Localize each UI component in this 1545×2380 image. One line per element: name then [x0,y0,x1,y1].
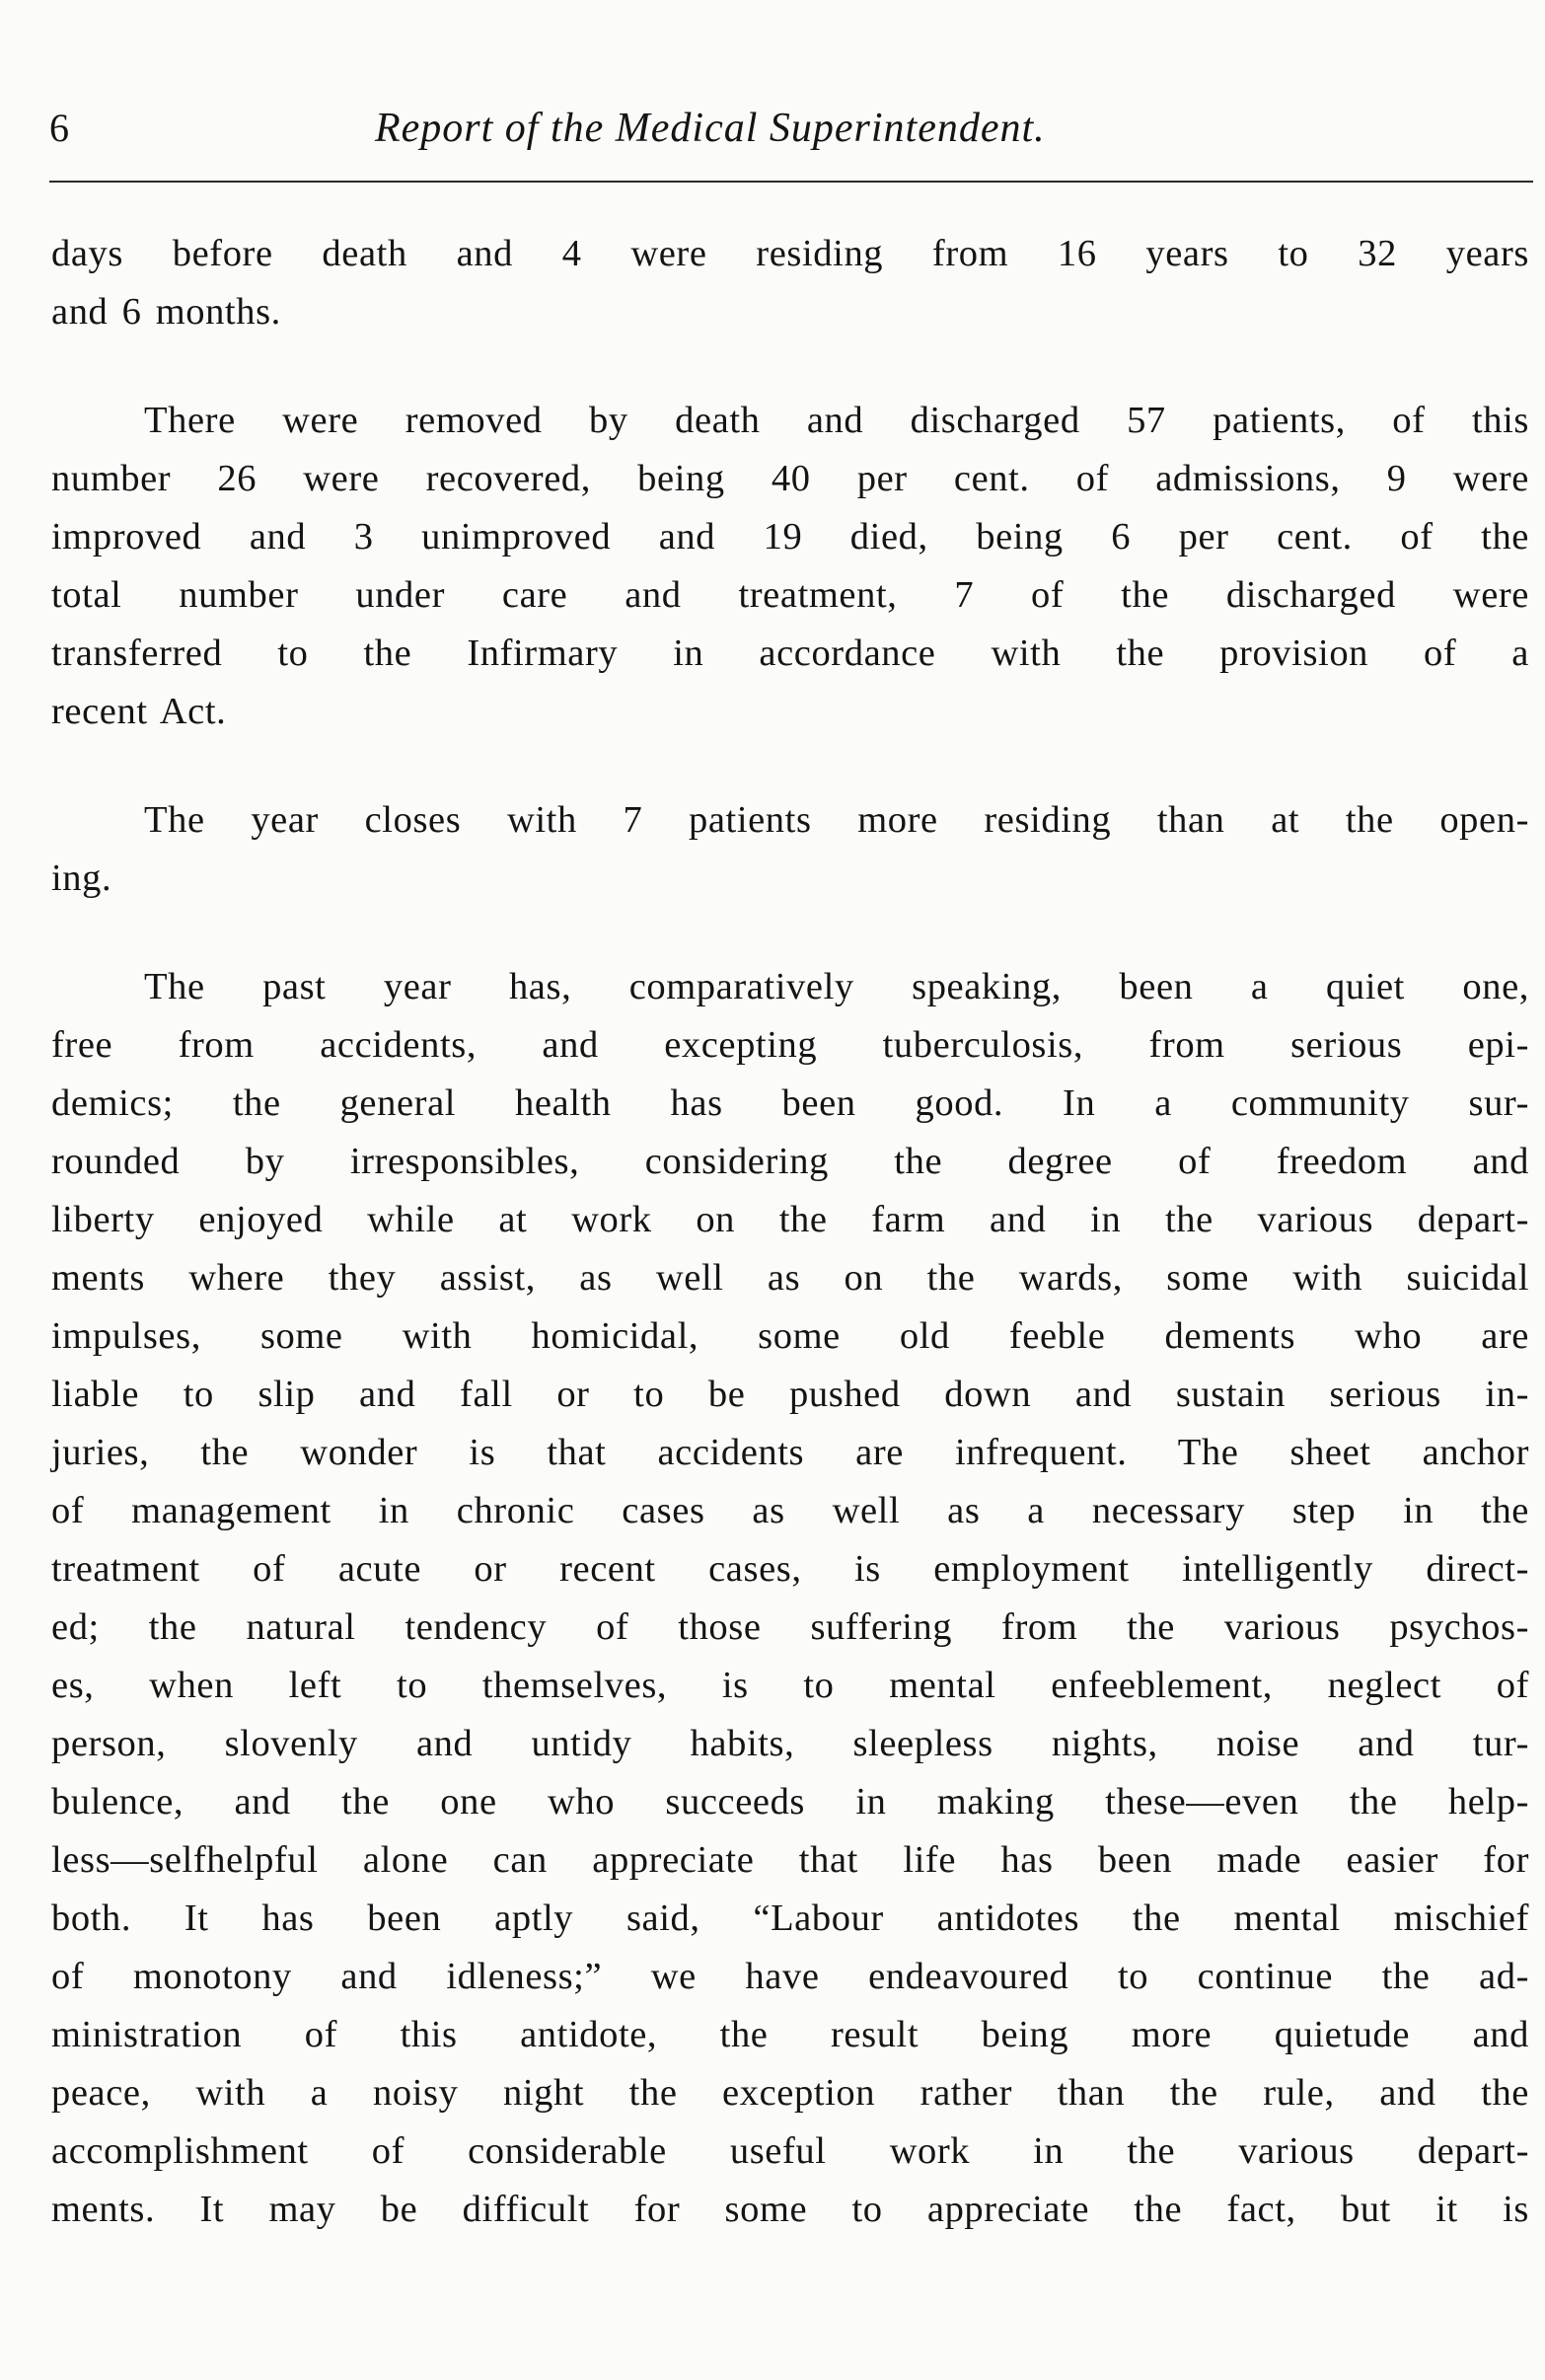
running-head [49,99,1496,158]
paragraph-2 [51,392,1529,741]
text-line: ments where they assist, as well as on the wards, some with suicidal [51,1257,1529,1299]
text-line: The past year has, comparatively speaking, been a quiet one, [144,966,1529,1007]
text-line: less—selfhelpful alone can appreciate that life has been made easier for [51,1839,1529,1881]
text-line: days before death and 4 were residing from 16 years to 32 years [51,233,1529,274]
text-line: number 26 were recovered, being 40 per cent. of admissions, 9 were [51,458,1529,499]
text-line: ed; the natural tendency of those suffering from the various psychos- [51,1606,1529,1648]
paragraph-4 [51,958,1529,2239]
text-line: person, slovenly and untidy habits, sleepless nights, noise and tur- [51,1723,1529,1764]
text-line: ing. [51,857,112,899]
text-line: es, when left to themselves, is to mental enfeeblement, neglect of [51,1665,1529,1706]
text-line: ments. It may be difficult for some to appreciate the fact, but it is [51,2189,1529,2230]
text-line: liberty enjoyed while at work on the farm and in the various depart- [51,1199,1529,1240]
text-line: demics; the general health has been good. In a community sur- [51,1082,1529,1124]
body-text [51,225,1529,2289]
text-line: impulses, some with homicidal, some old feeble dements who are [51,1315,1529,1357]
running-title: Report of the Medical Superintendent. [375,106,1046,151]
text-line: free from accidents, and excepting tuberculosis, from serious epi- [51,1024,1529,1066]
text-line: of management in chronic cases as well as a necessary step in the [51,1490,1529,1531]
text-line: ministration of this antidote, the result being more quietude and [51,2014,1529,2055]
page-number: 6 [49,106,69,150]
text-line: rounded by irresponsibles, considering the degree of freedom and [51,1141,1529,1182]
text-line: The year closes with 7 patients more residing than at the open- [144,799,1529,841]
text-line: treatment of acute or recent cases, is employment intelligently direct- [51,1548,1529,1590]
header-rule [49,181,1533,183]
text-line: improved and 3 unimproved and 19 died, being 6 per cent. of the [51,516,1529,558]
text-line: of monotony and idleness;” we have endeavoured to continue the ad- [51,1956,1529,1997]
text-line: liable to slip and fall or to be pushed down and sustain serious in- [51,1374,1529,1415]
text-line: peace, with a noisy night the exception rather than the rule, and the [51,2072,1529,2114]
text-line: total number under care and treatment, 7 of the discharged were [51,574,1529,616]
text-line: transferred to the Infirmary in accordance with the provision of a [51,632,1529,674]
text-line: both. It has been aptly said, “Labour antidotes the mental mischief [51,1897,1529,1939]
text-line: recent Act. [51,691,227,732]
text-line: and 6 months. [51,291,281,333]
text-line: accomplishment of considerable useful work in the various depart- [51,2130,1529,2172]
paragraph-3 [51,791,1529,908]
paragraph-1 [51,225,1529,341]
text-line: juries, the wonder is that accidents are infrequent. The sheet anchor [51,1432,1529,1473]
text-line: bulence, and the one who succeeds in making these—even the help- [51,1781,1529,1822]
text-line: There were removed by death and discharged 57 patients, of this [144,400,1529,441]
